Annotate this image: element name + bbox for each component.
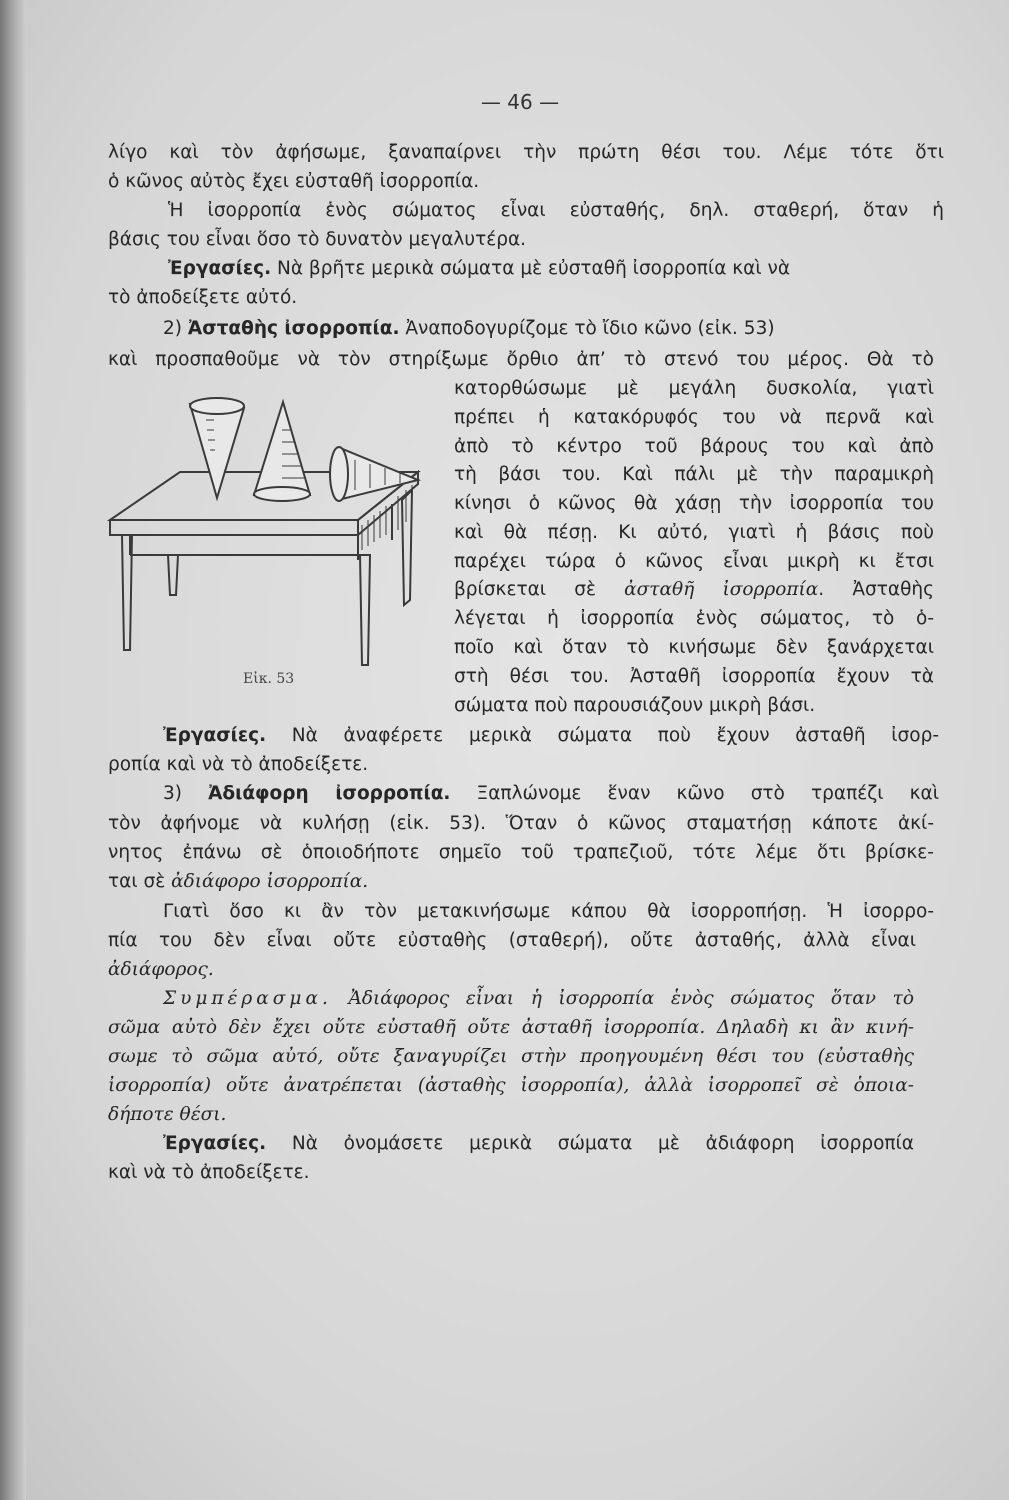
text-line: καὶ προσπαθοῦμε νὰ τὸν στηρίξωμε ὄρθιο ἀπ’ τὸ στενό του μέρος. Θὰ τὸ <box>108 349 934 370</box>
table-leg <box>168 555 178 595</box>
exercise-heading: Ἐργασίες. <box>163 725 267 746</box>
text-line: Ἡ ἰσορροπία ἑνὸς σώματος εἶναι εὐσταθής, δηλ. σταθερή, ὅταν ἡ <box>168 200 944 221</box>
text-line: Ἐργασίες. Νὰ ὀνομάσετε μερικὰ σώματα μὲ ἀδιάφορη ἰσορροπία <box>163 1133 914 1154</box>
text-line: καὶ νὰ τὸ ἀποδείξετε. <box>108 1162 310 1183</box>
section-heading-unstable: Ἀσταθὴς ἰσορροπία. <box>187 318 400 339</box>
cone-lying <box>330 447 418 501</box>
conclusion-heading: Συμπέρασμα. <box>163 988 332 1009</box>
text-line: παρέχει τώρα ὁ κῶνος εἶναι μικρὴ κι ἔτσι <box>454 551 934 572</box>
text-line: Ἐργασίες. Νὰ βρῆτε μερικὰ σώματα μὲ εὐσταθῆ ἰσορροπία καὶ νὰ <box>168 258 791 279</box>
text-line: Ἐργασίες. Νὰ ἀναφέρετε μερικὰ σώματα ποὺ ἔχουν ἀσταθῆ ἰσορ- <box>163 725 939 746</box>
figure-table-cones <box>100 380 430 670</box>
text-line: στὴ θέσι του. Ἀσταθῆ ἰσορροπία ἔχουν τὰ <box>454 666 934 687</box>
text-line: δήποτε θέσι. <box>108 1104 227 1125</box>
text-line: ἰσορροπία) οὔτε ἀνατρέπεται (ἀσταθὴς ἰσορροπία), ἀλλὰ ἰσορροπεῖ σὲ ὁποια- <box>108 1075 914 1096</box>
text-line: τὸ ἀποδείξετε αὐτό. <box>108 287 298 308</box>
text-line: νητος ἐπάνω σὲ ὁποιοδήποτε σημεῖο τοῦ τραπεζιοῦ, τότε λέμε ὅτι βρίσκε- <box>108 842 934 863</box>
text-line: ὁ κῶνος αὐτὸς ἔχει εὐσταθῆ ἰσορροπία. <box>108 171 480 192</box>
table-leg <box>402 490 412 605</box>
text-line: τὴ βάσι του. Καὶ πάλι μὲ τὴν παραμικρὴ <box>454 464 934 485</box>
text-line: πρέπει ἡ κατακόρυφός του νὰ περνᾶ καὶ <box>454 407 934 428</box>
exercise-heading: Ἐργασίες. <box>168 258 272 279</box>
exercise-heading: Ἐργασίες. <box>163 1133 267 1154</box>
text-line: πία του δὲν εἶναι οὔτε εὐσταθὴς (σταθερή), οὔτε ἀσταθής, ἀλλὰ εἶναι <box>108 930 916 951</box>
text-line: τὸν ἀφήνομε νὰ κυλήσῃ (εἰκ. 53). Ὅταν ὁ κῶνος σταματήσῃ κάποτε ἀκί- <box>108 813 934 834</box>
text-line: ται σὲ ἀδιάφορο ἰσορροπία. <box>108 871 369 892</box>
text-line: σῶμα αὐτὸ δὲν ἔχει οὔτε εὐσταθῆ οὔτε ἀσταθῆ ἰσορροπία. Δηλαδὴ κι ἂν κινή- <box>108 1017 914 1038</box>
text-line: Γιατὶ ὅσο κι ἂν τὸν μετακινήσωμε κάπου θὰ ἰσορροπήσῃ. Ἡ ἰσορρο- <box>163 901 934 922</box>
text-line: 2) Ἀσταθὴς ἰσορροπία. Ἀναποδογυρίζομε τὸ ἴδιο κῶνο (εἰκ. 53) <box>163 318 775 339</box>
page-spine-shadow <box>0 0 26 1500</box>
text-line: σώματα ποὺ παρουσιάζουν μικρὴ βάσι. <box>454 695 816 716</box>
text-line: βρίσκεται σὲ ἀσταθῆ ἰσορροπία. Ἀσταθὴς <box>454 579 934 600</box>
table-edge <box>110 520 358 535</box>
text-line: σωμε τὸ σῶμα αὐτό, οὔτε ξαναγυρίζει στὴν προηγουμένη θέσι του (εὐσταθὴς <box>108 1046 914 1067</box>
page-number: — 46 — <box>480 90 560 114</box>
text-line: κίνησι ὁ κῶνος θὰ χάσῃ τὴν ἰσορροπία του <box>454 493 934 514</box>
text-line: ἀπὸ τὸ κέντρο τοῦ βάρους του καὶ ἀπὸ <box>454 436 934 457</box>
text-line: Συμπέρασμα. Ἀδιάφορος εἶναι ἡ ἰσορροπία ἑνὸς σώματος ὅταν τὸ <box>163 988 914 1009</box>
table-leg <box>360 555 370 665</box>
text-line: λέγεται ἡ ἰσορροπία ἑνὸς σώματος, τὸ ὁ- <box>454 608 934 629</box>
text-line: κατορθώσωμε μὲ μεγάλη δυσκολία, γιατὶ <box>454 378 934 399</box>
cone-upright <box>254 402 310 501</box>
emphasis-term: ἀδιάφορο ἰσορροπία. <box>171 871 369 892</box>
figure-caption: Εἰκ. 53 <box>243 671 295 687</box>
cone-inverted <box>190 398 244 498</box>
emphasis-term: ἀσταθῆ ἰσορροπία <box>624 579 819 600</box>
text-line: λίγο καὶ τὸν ἀφήσωμε, ξαναπαίρνει τὴν πρώτη θέσι του. Λέμε τότε ὅτι <box>108 142 944 163</box>
text-line: ἀδιάφορος. <box>108 959 214 980</box>
text-line: καὶ θὰ πέσῃ. Κι αὐτό, γιατὶ ἡ βάσις ποὺ <box>454 522 934 543</box>
text-line: 3) Ἀδιάφορη ἰσορροπία. Ξαπλώνομε ἕναν κῶνο στὸ τραπέζι καὶ <box>163 783 939 804</box>
text-line: ροπία καὶ νὰ τὸ ἀποδείξετε. <box>108 754 369 775</box>
text-line: βάσις του εἶναι ὅσο τὸ δυνατὸν μεγαλυτέρα. <box>108 229 527 250</box>
section-heading-neutral: Ἀδιάφορη ἰσορροπία. <box>208 783 451 804</box>
text-line: ποῖο καὶ ὅταν τὸ κινήσωμε δὲν ξανάρχεται <box>454 637 934 658</box>
